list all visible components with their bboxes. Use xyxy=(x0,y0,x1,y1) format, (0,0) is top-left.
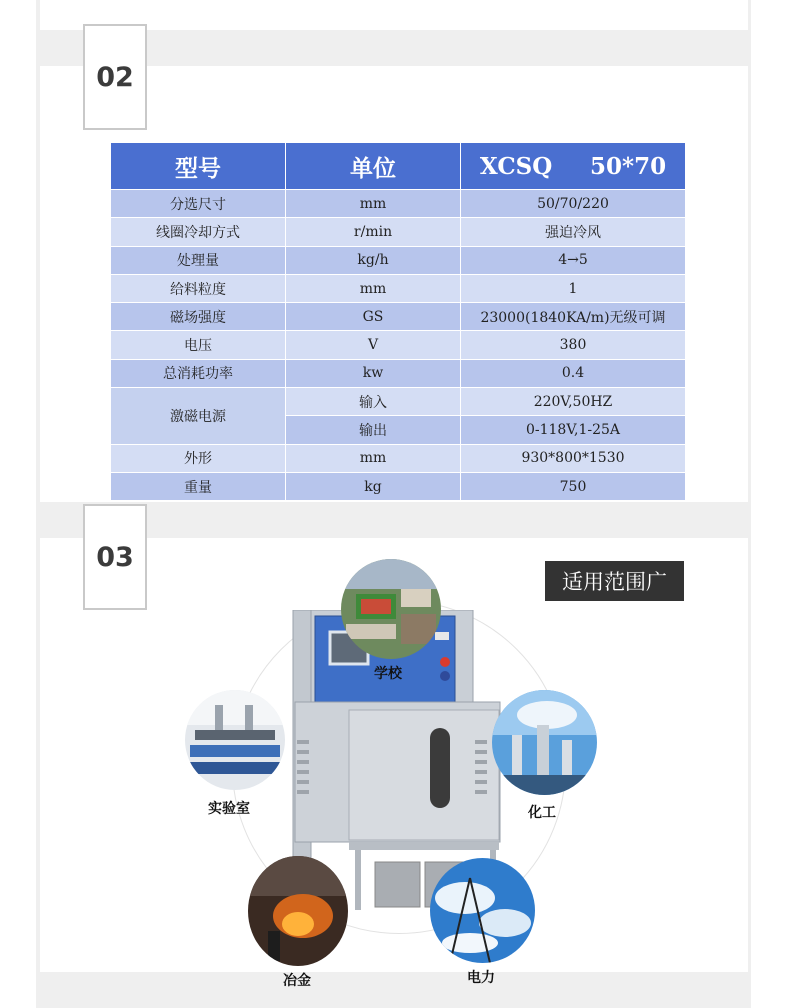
row-label: 给料粒度 xyxy=(111,274,286,302)
header-model-size: 50*70 xyxy=(590,152,667,180)
row-label: 电压 xyxy=(111,331,286,359)
chemical-industry-image xyxy=(492,690,597,795)
row-label: 分选尺寸 xyxy=(111,190,286,218)
laboratory-image xyxy=(185,690,285,790)
row-value: 0.4 xyxy=(461,359,686,387)
header-model-value xyxy=(461,143,686,190)
row-label: 线圈冷却方式 xyxy=(111,218,286,246)
row-unit: kg/h xyxy=(286,246,461,274)
row-label: 总消耗功率 xyxy=(111,359,286,387)
header-model: 型号 xyxy=(111,143,286,190)
row-value: 1 xyxy=(461,274,686,302)
row-value: 强迫冷风 xyxy=(461,218,686,246)
table-row xyxy=(111,444,686,472)
table-row xyxy=(111,331,686,359)
row-unit: mm xyxy=(286,190,461,218)
row-unit: mm xyxy=(286,444,461,472)
row-label: 外形 xyxy=(111,444,286,472)
header-model-code: XCSQ xyxy=(479,152,553,180)
header-unit: 单位 xyxy=(286,143,461,190)
laboratory-label: 实验室 xyxy=(208,801,250,817)
row-unit: kw xyxy=(286,359,461,387)
row-value: 380 xyxy=(461,331,686,359)
school-label: 学校 xyxy=(374,666,402,682)
electric-power-image xyxy=(430,858,535,963)
section-number-02 xyxy=(83,24,147,130)
table-row xyxy=(111,388,686,416)
row-unit: mm xyxy=(286,274,461,302)
row-value: 750 xyxy=(461,472,686,500)
row-value: 4→5 xyxy=(461,246,686,274)
metallurgy-label: 冶金 xyxy=(283,973,311,989)
row-label: 激磁电源 xyxy=(111,388,286,445)
table-row xyxy=(111,359,686,387)
row-label: 重量 xyxy=(111,472,286,500)
row-value: 23000(1840KA/m)无级可调 xyxy=(461,303,686,331)
table-row xyxy=(111,218,686,246)
row-unit: GS xyxy=(286,303,461,331)
row-value: 0-118V,1-25A xyxy=(461,416,686,444)
spec-table-header xyxy=(111,143,686,190)
section-number-text: 03 xyxy=(96,541,134,573)
row-unit: r/min xyxy=(286,218,461,246)
row-unit: kg xyxy=(286,472,461,500)
row-unit: 输出 xyxy=(286,416,461,444)
table-row xyxy=(111,246,686,274)
row-unit: 输入 xyxy=(286,388,461,416)
row-label: 磁场强度 xyxy=(111,303,286,331)
section-number-text: 02 xyxy=(96,61,134,93)
spec-table xyxy=(110,142,686,501)
metallurgy-image xyxy=(248,856,348,966)
row-unit: V xyxy=(286,331,461,359)
table-row xyxy=(111,274,686,302)
row-value: 50/70/220 xyxy=(461,190,686,218)
row-label: 处理量 xyxy=(111,246,286,274)
chemical-industry-label: 化工 xyxy=(528,805,556,821)
row-value: 220V,50HZ xyxy=(461,388,686,416)
table-row xyxy=(111,190,686,218)
row-value: 930*800*1530 xyxy=(461,444,686,472)
table-row xyxy=(111,303,686,331)
section-number-03 xyxy=(83,504,147,610)
school-image xyxy=(341,559,441,659)
wide-application-tag: 适用范围广 xyxy=(545,561,684,601)
table-row xyxy=(111,472,686,500)
electric-power-label: 电力 xyxy=(467,970,495,986)
